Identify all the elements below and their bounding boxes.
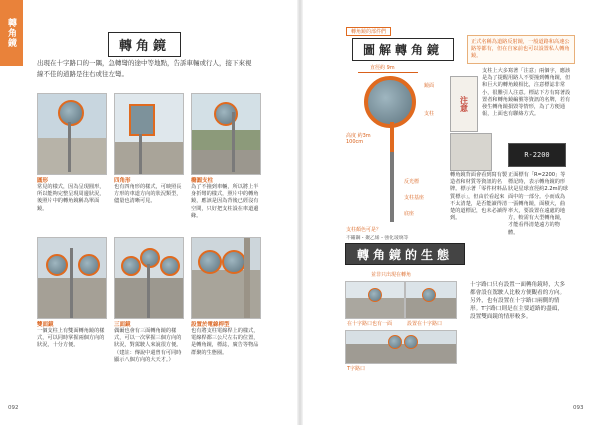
utility-pole-icon <box>244 238 250 318</box>
caution-sign-text: 注意 <box>459 96 469 112</box>
triple-mirror-2-icon <box>140 248 160 268</box>
photo-round-mirror <box>37 93 107 175</box>
photo-crossroad-2 <box>405 281 457 319</box>
crossroad-2-mirror-icon <box>422 288 436 302</box>
diagram-header-label: 轉角鏡的部件們 <box>346 27 391 36</box>
triple-mirror-1-icon <box>121 256 141 276</box>
pole-icon-4 <box>70 248 73 318</box>
dim-width-label: 直徑約 9m <box>370 65 395 71</box>
caption-utility-text: 也有將支柱電線桿上的樣式，電線桿都三公尺左右的位置，是轉角鏡，標誌，廣告等物品群聚的生態圈。 <box>191 328 259 356</box>
caption-triple <box>114 320 184 364</box>
caption-double <box>37 320 107 350</box>
ecology-text: 十字路口只有設置一面轉角鏡時，大多都會設在駕駛人比較方便觀看的方向。另外，也有設置在十字路口兩側的情形。T字路口則是在主要道路的盡頭，設置雙面鏡的情形較多。 <box>470 282 566 320</box>
utility-mirror-1-icon <box>198 250 222 274</box>
part-label-pole: 支柱 <box>424 111 435 117</box>
diagram-pole <box>390 122 394 222</box>
photos-label-top: 並非只出現在轉角 <box>371 272 412 278</box>
utility-mirror-2-icon <box>222 250 246 274</box>
diagram-note: 支柱顏色可是？ <box>346 227 382 233</box>
caption-triple-title: 三面鏡 <box>114 322 131 328</box>
caption-square <box>114 176 184 206</box>
caption-square-title: 四角形 <box>114 178 131 184</box>
pole-icon-5 <box>147 264 150 318</box>
mirror-diagram <box>346 60 446 250</box>
double-mirror-left-icon <box>46 254 68 276</box>
caption-double-text: 一個支柱上有雙面轉角鏡的樣式，可以同時掌握兩個方向的狀況，十分方便。 <box>37 328 105 349</box>
caption-square-text: 也有四角形的樣式，可映照長方形的車道方向的狀況類型，儘量也清晰可見。 <box>114 184 182 205</box>
part-label-mirror: 鏡面 <box>424 83 435 89</box>
caption-utility-title: 設置於電線桿型 <box>191 322 230 328</box>
double-mirror-right-icon <box>78 254 100 276</box>
chapter-sidebar <box>0 0 23 425</box>
t-junction-label: T字路口 <box>347 366 366 372</box>
dim-width-line <box>358 72 418 73</box>
top-note: 正式名稱為道路反射鏡，一般道路和高速公路等都有，但在自家前也可以設置私人轉角鏡。 <box>467 35 575 64</box>
photo-label-2: 設置在十字路口 <box>407 321 443 327</box>
part-label-bar: 反光標 <box>404 179 420 185</box>
pole-icon-2 <box>139 134 142 174</box>
left-page-number: 092 <box>8 405 19 411</box>
round-mirror-icon <box>58 100 84 126</box>
photo-utility-pole <box>191 237 261 319</box>
diagram-title: 圖解轉角鏡 <box>352 38 454 61</box>
sign-side-text: 支柱上大多寫著「注意」兩個字，應該是為了提醒用路人不要撞到轉角鏡，但和巨大的轉角鏡相比，注意標誌非常小，很難引人注意。標誌下方有寫著設置者和轉角鏡編號等資訊的名牌，若有發生轉角鏡損毀等情形，為了方便通報，上面也有聯絡方式。 <box>482 68 571 118</box>
ecology-section-title: 轉角鏡的生態 <box>345 243 465 265</box>
caption-bent-text: 為了不撞到車輛，所以將上半身折彎的樣式，照片中的轉角鏡，應該是因為背後已經沒有空間，只好把支柱設在車道邊緣。 <box>191 184 259 219</box>
t-junction-mirror-1-icon <box>388 335 402 349</box>
caption-round-text: 常見的樣式，因為呈現圓形，所以能夠完整呈現周邊狀況，後照片中的轉角鏡稱為單面鏡。 <box>37 184 105 212</box>
caption-bent <box>191 176 261 220</box>
left-intro: 出現在十字路口的一隅，急轉彎的途中等地點，告訴車輛或行人，接下來視線不佳的道路是往右或往左彎。 <box>37 59 252 78</box>
diagram-mirror-icon <box>364 76 416 128</box>
caption-utility <box>191 320 261 357</box>
part-label-base: 底座 <box>404 211 415 217</box>
square-mirror-icon <box>129 104 155 136</box>
chapter-tab: 轉角鏡 <box>0 0 23 66</box>
caption-round <box>37 176 107 213</box>
under-sign-text: 轉角鏡背面會看到寫有製造者和材質等資訊的名牌。標示著「零件材料品質標示」，但由於看起來不太清楚，是否能讀得清楚的道標記，也未必讀得到。 <box>450 172 508 222</box>
plate-side-text: 正面標有「R=2200」等標記時，表示轉角鏡的形狀是星球直徑約2.2m的球面中的一部分。小而成為一張轉角鏡，面積大，曲率大，要設置在遠處的地方，較需有大型轉角鏡，才能看得清楚遠方的物體。 <box>508 172 568 236</box>
caption-round-title: 圓形 <box>37 178 49 184</box>
left-page-title: 轉角鏡 <box>108 32 181 57</box>
pole-icon-3 <box>232 112 235 172</box>
caption-double-title: 雙面鏡 <box>37 322 54 328</box>
book-gutter <box>297 0 303 425</box>
t-junction-mirror-2-icon <box>404 335 418 349</box>
right-page-number: 093 <box>573 405 584 411</box>
plate-photo: R-2200 <box>508 143 566 167</box>
back-plate-photo <box>450 133 492 171</box>
photo-triple-mirror <box>114 237 184 319</box>
diagram-note-2: 不鏽鋼・聚乙烯・強化玻璃等 <box>346 236 409 241</box>
photo-t-junction <box>345 330 457 364</box>
caution-sign-photo <box>450 76 478 132</box>
photo-square-mirror <box>114 93 184 175</box>
dim-height-label: 高度 約3m 100cm <box>346 133 371 145</box>
pole-icon <box>68 122 71 172</box>
caption-bent-title: 橢圓支柱 <box>191 178 214 184</box>
photo-double-mirror <box>37 237 107 319</box>
crossroad-1-mirror-icon <box>368 288 382 302</box>
part-label-foot: 支柱基座 <box>404 195 425 201</box>
triple-mirror-3-icon <box>160 256 180 276</box>
photo-label-1: 在十字路口也有一面 <box>347 321 393 327</box>
photo-bent-pole <box>191 93 261 175</box>
photo-crossroad-1 <box>345 281 405 319</box>
caption-triple-text: 偶爾也會有三面轉角鏡的樣式，可以一次掌握三個方向的狀況，對駕駛人來說很方便。（建註：傳說中還曾有可同時顯示八個方向的大天才。） <box>114 328 182 363</box>
